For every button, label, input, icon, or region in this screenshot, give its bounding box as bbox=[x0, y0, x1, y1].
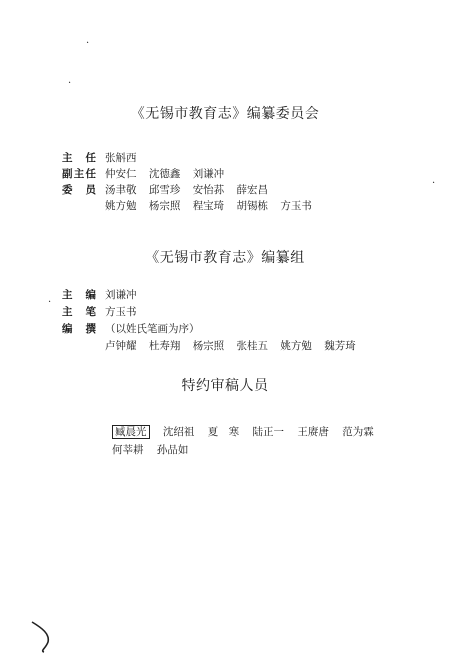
reviewers-row-1 bbox=[112, 424, 384, 439]
scan-speck: · bbox=[68, 78, 72, 89]
role-label: 编 撰 bbox=[62, 323, 96, 335]
person-name-boxed: 臧晨光 bbox=[112, 425, 150, 439]
person-name: 魏芳琦 bbox=[324, 340, 356, 352]
person-name: 邱雪珍 bbox=[148, 184, 181, 196]
person-name: 薛宏昌 bbox=[236, 184, 269, 196]
person-name: 张斛西 bbox=[105, 152, 137, 164]
scan-speck: · bbox=[86, 38, 90, 49]
person-name: 仲安仁 bbox=[105, 168, 137, 180]
person-name: 杨宗照 bbox=[192, 340, 225, 352]
person-name: 范为霖 bbox=[342, 426, 374, 438]
person-name: 姚方勉 bbox=[280, 340, 312, 352]
person-name: 何莘耕 bbox=[112, 444, 144, 456]
person-name: 沈绍祖 bbox=[162, 426, 195, 438]
editorial-title: 《无锡市教育志》编纂组 bbox=[145, 250, 305, 266]
name-list bbox=[105, 287, 137, 302]
person-name: 胡锡栋 bbox=[236, 200, 269, 212]
reviewers-title: 特约审稿人员 bbox=[181, 378, 269, 394]
role-label: 委 员 bbox=[62, 184, 96, 196]
pen-stroke-mark bbox=[28, 618, 58, 654]
person-name: 夏 寒 bbox=[207, 426, 240, 438]
person-name: 姚方勉 bbox=[105, 200, 137, 212]
name-list bbox=[105, 198, 312, 213]
person-name: 方玉书 bbox=[105, 306, 137, 318]
role-label: 主 笔 bbox=[62, 306, 96, 318]
name-list bbox=[105, 150, 137, 165]
person-name: 沈德鑫 bbox=[148, 168, 181, 180]
person-name: 杨宗照 bbox=[148, 200, 181, 212]
reviewers-row-2 bbox=[112, 442, 198, 457]
name-list bbox=[105, 338, 356, 353]
name-list bbox=[105, 182, 268, 197]
person-name: 汤聿敬 bbox=[105, 184, 137, 196]
person-name: 刘谦冲 bbox=[192, 168, 225, 180]
person-name: 王赓唐 bbox=[297, 426, 329, 438]
person-name: 杜寿翔 bbox=[148, 340, 181, 352]
person-name: 方玉书 bbox=[280, 200, 312, 212]
person-name: 陆正一 bbox=[252, 426, 285, 438]
person-name: 张桂五 bbox=[236, 340, 269, 352]
name-list bbox=[105, 304, 137, 319]
person-name: 安怡荪 bbox=[192, 184, 225, 196]
person-name: 刘谦冲 bbox=[105, 289, 137, 301]
person-name: 孙品如 bbox=[156, 444, 189, 456]
scan-speck: · bbox=[432, 178, 436, 189]
order-note: （以姓氏笔画为序） bbox=[105, 323, 200, 335]
role-label: 主 任 bbox=[62, 152, 96, 164]
name-list bbox=[105, 166, 224, 181]
person-name: 卢钟耀 bbox=[105, 340, 137, 352]
person-name: 程宝琦 bbox=[192, 200, 225, 212]
role-label: 副 主 任 bbox=[62, 168, 96, 180]
committee-title: 《无锡市教育志》编纂委员会 bbox=[130, 106, 320, 122]
scan-speck: · bbox=[48, 297, 52, 308]
role-label: 主 编 bbox=[62, 289, 96, 301]
